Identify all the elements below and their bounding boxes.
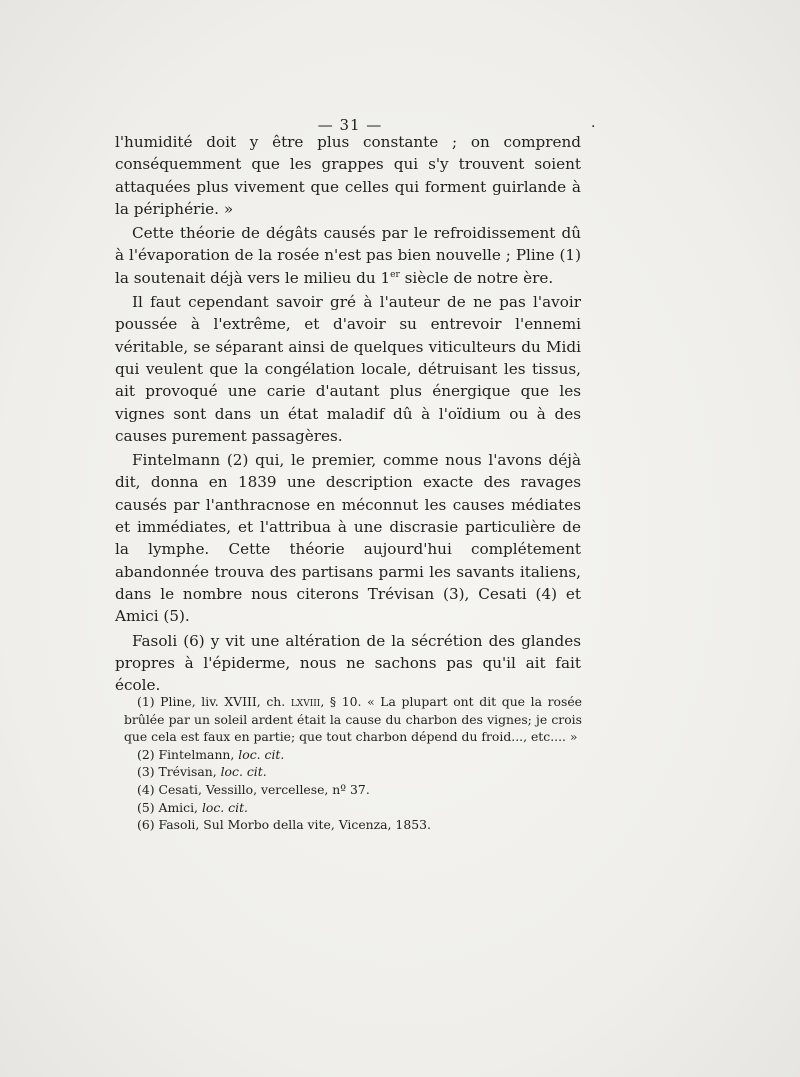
paragraph-4-text: Fintelmann (2) qui, le premier, comme nous l'avons déjà dit, donna en 1839 une description exacte des ravages causés par l'anthracnose en méconnut les causes médiates et immédiates, et l'attribua à une discrasie particulière de la lymphe. Cette théorie aujourd'hui complétement abandonnée trouva des partisans parmi les savants italiens, dans le nombre nous citerons Trévisan (3), Cesati (4) et Amici (5). <box>115 451 581 626</box>
footnote-1 <box>124 693 582 746</box>
paragraph-1-text: l'humidité doit y être plus constante ; on comprend conséquemment que les grappes qui s'y trouvent soient attaquées plus vivement que celles qui forment guirlande à la périphérie. » <box>115 133 581 218</box>
footnote-6-text: (6) Fasoli, Sul Morbo della vite, Vicenza, 1853. <box>137 817 431 833</box>
paragraph-3-text: Il faut cependant savoir gré à l'auteur de ne pas l'avoir poussée à l'extrême, et d'avoir su entrevoir l'ennemi véritable, se séparant ainsi de quelques viticulteurs du Midi qui veulent que la congélation locale, détruisant les tissus, ait provoqué une carie d'autant plus énergique que les vignes sont dans un état maladif dû à l'oïdium ou à des causes purement passagères. <box>115 293 581 445</box>
superscript-er: er <box>390 269 400 280</box>
paragraph-4 <box>115 449 581 627</box>
footnote-1-text-end: , § 10. « La plupart ont dit que la rosée brûlée par un soleil ardent était la cause du charbon des vignes; je crois que cela est faux en partie; que tout charbon dépend du froid..., etc.... » <box>124 694 582 745</box>
paragraph-2 <box>115 222 581 289</box>
paragraph-5 <box>115 630 581 697</box>
footnote-1-chapter: lxviii <box>290 694 321 709</box>
footnote-2-ref: loc. cit. <box>238 746 285 762</box>
paragraph-2-text-end: siècle de notre ère. <box>399 268 554 287</box>
paragraph-2-text: Cette théorie de dégâts causés par le refroidissement dû à l'évaporation de la rosée n'est pas bien nouvelle ; Pline (1) la soutenait déjà vers le milieu du 1 <box>115 224 581 287</box>
footnote-6 <box>124 816 582 834</box>
main-text <box>115 131 581 696</box>
footnote-3 <box>124 763 582 781</box>
footnote-4 <box>124 781 582 799</box>
footnote-5-ref: loc. cit. <box>201 799 248 815</box>
footnote-2-text: (2) Fintelmann, <box>137 746 239 762</box>
paragraph-1 <box>115 131 581 220</box>
footnotes <box>124 693 582 834</box>
margin-mark: · <box>591 119 596 135</box>
footnote-5-text: (5) Amici, <box>137 799 202 815</box>
footnote-1-text: (1) Pline, liv. XVIII, ch. <box>137 694 291 709</box>
footnote-2 <box>124 746 582 764</box>
paragraph-3 <box>115 291 581 447</box>
footnote-3-ref: loc. cit. <box>220 764 267 780</box>
footnote-5 <box>124 799 582 817</box>
page-number: — 31 — <box>317 116 383 134</box>
footnote-4-text: (4) Cesati, Vessillo, vercellese, nº 37. <box>137 781 370 797</box>
paragraph-5-text: Fasoli (6) y vit une altération de la sécrétion des glandes propres à l'épiderme, nous ne sachons pas qu'il ait fait école. <box>115 631 581 695</box>
footnote-3-text: (3) Trévisan, <box>137 764 221 780</box>
